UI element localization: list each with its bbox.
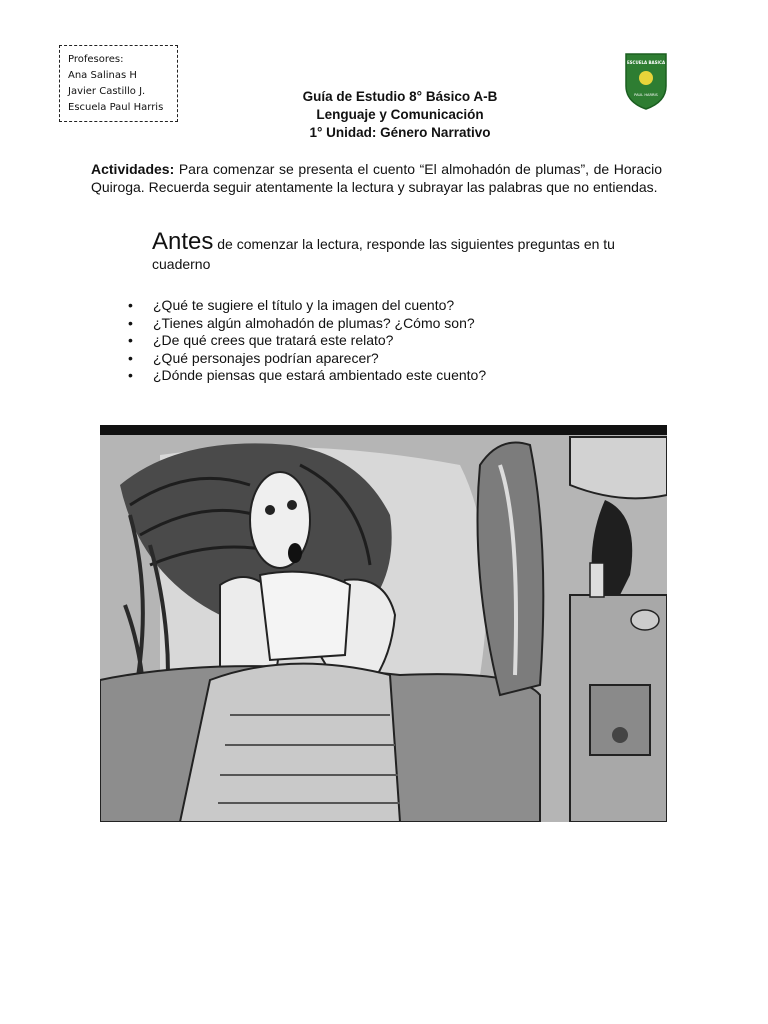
question-list — [128, 297, 486, 385]
list-item — [128, 350, 486, 368]
list-item — [128, 315, 486, 333]
bullet: • — [128, 297, 133, 313]
bullet: • — [128, 367, 133, 383]
school-name: Escuela Paul Harris — [68, 102, 164, 113]
question-text: ¿De qué crees que tratará este relato? — [153, 332, 394, 348]
bullet: • — [128, 332, 133, 348]
teachers-box — [59, 45, 178, 122]
list-item — [128, 367, 486, 385]
teacher-name: Javier Castillo J. — [68, 86, 146, 97]
question-text: ¿Dónde piensas que estará ambientado este cuento? — [153, 367, 487, 383]
activities-paragraph — [91, 160, 662, 196]
activities-label: Actividades: — [91, 161, 175, 177]
logo-bottom-text: PAUL HARRIS — [634, 93, 658, 97]
bullet: • — [128, 314, 133, 331]
list-item — [128, 297, 486, 315]
guide-title-line: Guía de Estudio 8° Básico A-B — [302, 89, 498, 104]
teachers-label: Profesores: — [68, 54, 124, 65]
guide-subject-line: Lenguaje y Comunicación — [316, 107, 484, 122]
before-text: de comenzar la lectura, responde las siguientes preguntas en tu cuaderno — [152, 236, 615, 272]
school-logo — [620, 50, 672, 112]
question-text: ¿Qué te sugiere el título y la imagen del cuento? — [153, 297, 455, 313]
question-text: ¿Tienes algún almohadón de plumas? ¿Cómo son? — [153, 314, 475, 331]
logo-top-text: ESCUELA BASICA — [626, 60, 666, 65]
bullet: • — [128, 349, 133, 366]
before-reading-instructions — [152, 228, 672, 274]
activities-text: Para comenzar se presenta el cuento “El almohadón de plumas”, de Horacio Quiroga. Recuerda seguir atentamente la lectura y subrayar las palabras que no entiendas. — [91, 161, 663, 195]
before-lead: Antes — [152, 228, 214, 255]
guide-title — [240, 88, 560, 142]
list-item — [128, 332, 486, 350]
question-text: ¿Qué personajes podrían aparecer? — [153, 349, 379, 366]
story-illustration — [100, 425, 667, 822]
logo-emblem — [639, 71, 653, 85]
teacher-name: Ana Salinas H — [68, 70, 137, 81]
guide-unit-line: 1° Unidad: Género Narrativo — [309, 125, 491, 140]
lamp — [570, 437, 667, 498]
